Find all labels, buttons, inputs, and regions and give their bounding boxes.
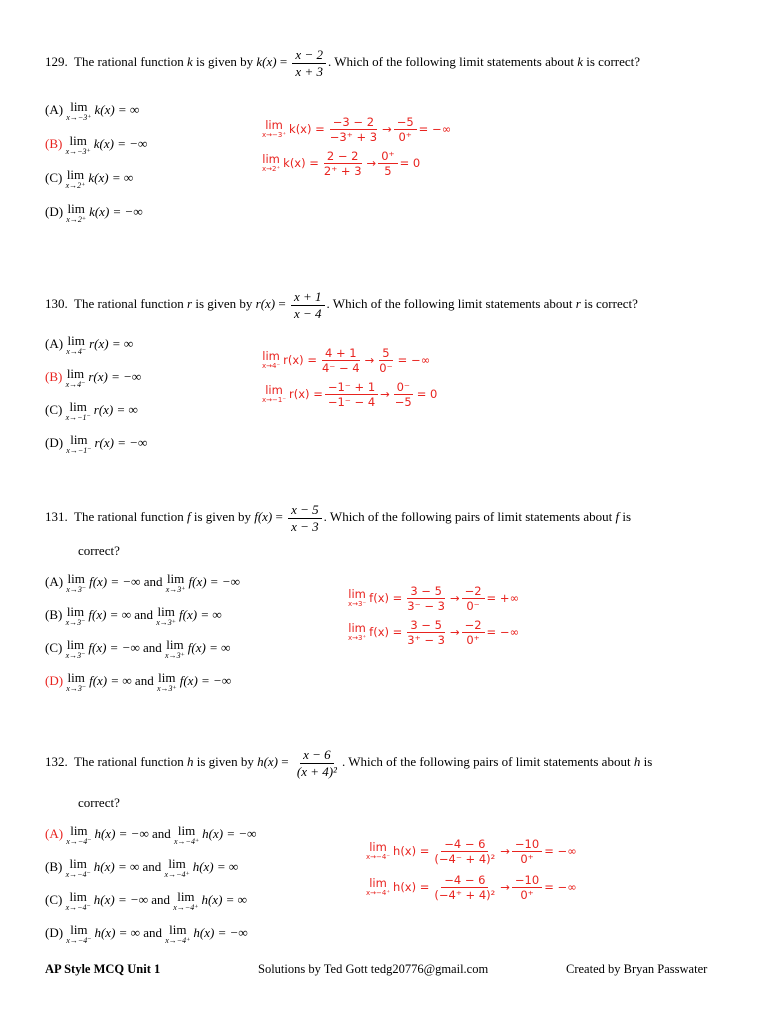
function-fraction: $\frac{x - 6}{\text{(x + 4)²}}$ (296, 747, 337, 779)
question-130-stem: 130. The rational function r is given by r(x) = $\frac{x + 1}{x - 4}$ . Which of the following limit statements about r is correct? (45, 289, 638, 321)
choice-d[interactable]: (D) lim x→2⁺ k(x) = −∞ (45, 201, 143, 224)
solution-line: lim x→−3⁺ k(x) = $\frac{-3 - 2}{-3^+ + 3}$ → $\frac{-5}{0^+}$ = −∞ (262, 115, 452, 145)
question-131-stem: 131. The rational function f is given by f(x) = $\frac{x - 5}{x - 3}$ . Which of the following pairs of limit statements about f is (45, 502, 632, 534)
choice-b[interactable]: (B) lim x→−4⁻ h(x) = ∞ and lim x→−4⁺ h(x) = ∞ (45, 856, 239, 879)
function-fraction: $\frac{x - 2}{x + 3}$ (292, 48, 326, 78)
solution-line: lim x→3⁺ f(x) = $\frac{3 - 5}{3^+ - 3}$ → $\frac{-2}{0^+}$ = −∞ (348, 618, 520, 648)
footer-left: AP Style MCQ Unit 1 (45, 962, 161, 976)
function-fraction: $\frac{x + 1}{x - 4}$ (291, 290, 325, 320)
choice-a[interactable]: (A) lim x→4⁻ r(x) = ∞ (45, 333, 134, 356)
footer-center: Solutions by Ted Gott tedg20776@gmail.com (258, 962, 489, 976)
choice-b-correct[interactable]: (B) lim x→−3⁺ k(x) = −∞ (45, 133, 148, 156)
choice-a[interactable]: (A) lim x→3⁻ f(x) = −∞ and lim x→3⁺ f(x) = −∞ (45, 571, 240, 594)
question-number: 131. (45, 509, 68, 525)
question-129-stem: 129. The rational function k is given by k(x) = $\frac{x - 2}{x + 3}$ . Which of the following limit statements about k is correct? (45, 47, 641, 79)
choice-a[interactable]: (A) lim x→−3⁺ k(x) = ∞ (45, 99, 140, 122)
question-132-stem: 132. The rational function h is given by h(x) = $\frac{x - 6}{\text{(x + 4)²}}$ . Which of the following pairs of limit statements about h is (45, 747, 653, 779)
solution-line: lim x→4⁻ r(x) = $\frac{4 + 1}{4^- - 4}$ → $\frac{5}{0^-}$ = −∞ (262, 346, 431, 376)
function-fraction: $\frac{x - 5}{x - 3}$ (288, 503, 322, 533)
choice-d[interactable]: (D) lim x→−1⁻ r(x) = −∞ (45, 432, 148, 455)
solution-line: lim x→3⁻ f(x) = $\frac{3 - 5}{3^- - 3}$ → $\frac{-2}{0^-}$ = +∞ (348, 584, 520, 614)
solution-line: lim x→−1⁻ r(x) = $\frac{-1^- + 1}{-1^- - 4}$ → $\frac{0^-}{-5}$ = 0 (262, 380, 438, 410)
question-number: 130. (45, 296, 68, 312)
question-131-stem-line2: correct? (78, 543, 120, 558)
question-number: 129. (45, 54, 68, 70)
question-132-stem-line2: correct? (78, 795, 120, 810)
choice-b-correct[interactable]: (B) lim x→4⁻ r(x) = −∞ (45, 366, 142, 389)
footer-right: Created by Bryan Passwater (566, 962, 708, 976)
choice-c[interactable]: (C) lim x→−4⁻ h(x) = −∞ and lim x→−4⁺ h(x) = ∞ (45, 889, 247, 912)
choice-a-correct[interactable]: (A) lim x→−4⁻ h(x) = −∞ and lim x→−4⁺ h(x) = −∞ (45, 823, 257, 846)
choice-c[interactable]: (C) lim x→−1⁻ r(x) = ∞ (45, 399, 138, 422)
choice-c[interactable]: (C) lim x→2⁺ k(x) = ∞ (45, 167, 134, 190)
choice-d-correct[interactable]: (D) lim x→3⁻ f(x) = ∞ and lim x→3⁺ f(x) = −∞ (45, 670, 232, 693)
solution-line: lim x→2⁺ k(x) = $\frac{2 - 2}{2^+ + 3}$ → $\frac{0^+}{5}$ = 0 (262, 149, 421, 179)
solution-line: lim x→−4⁺ h(x) = $\frac{-4 - 6}{\text{(−4⁺ + 4)²}}$ → $\frac{-10}{0^+}$ = −∞ (366, 873, 577, 903)
choice-c[interactable]: (C) lim x→3⁻ f(x) = −∞ and lim x→3⁺ f(x) = ∞ (45, 637, 231, 660)
choice-d[interactable]: (D) lim x→−4⁻ h(x) = ∞ and lim x→−4⁺ h(x) = −∞ (45, 922, 248, 945)
solution-line: lim x→−4⁻ h(x) = $\frac{-4 - 6}{\text{(−4⁻ + 4)²}}$ → $\frac{-10}{0^+}$ = −∞ (366, 837, 577, 867)
choice-b[interactable]: (B) lim x→3⁻ f(x) = ∞ and lim x→3⁺ f(x) = ∞ (45, 604, 222, 627)
question-number: 132. (45, 754, 68, 770)
